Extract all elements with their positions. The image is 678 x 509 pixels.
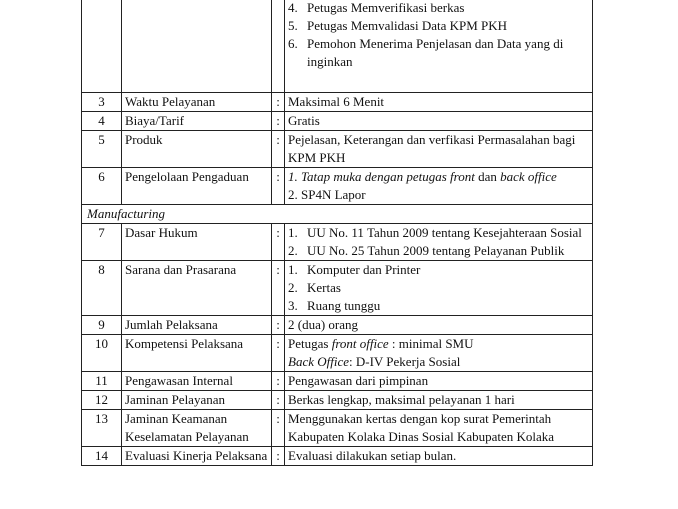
row-value [285,261,593,316]
row-label: Kompetensi Pelaksana [122,335,272,372]
table-row [82,168,593,205]
table-row [82,224,593,261]
complaint-line-2: 2. SP4N Lapor [288,187,366,202]
row-label-cell [122,0,272,93]
list-item: 1. Komputer dan Printer [288,262,421,277]
row-value: Pengawasan dari pimpinan [285,372,593,391]
row-label: Jaminan Pelayanan [122,391,272,410]
table-row [82,447,593,466]
row-colon: : [272,447,285,466]
legal-basis-list [288,224,589,260]
procedure-list [288,0,589,71]
service-standard-table [81,0,593,466]
row-colon: : [272,93,285,112]
table-row [82,316,593,335]
row-value: Gratis [285,112,593,131]
row-value: Menggunakan kertas dengan kop surat Pemerintah Kabupaten Kolaka Dinas Sosial Kabupaten Kolaka [285,410,593,447]
row-number: 14 [82,447,122,466]
row-colon: : [272,410,285,447]
table-row [82,335,593,372]
row-label: Evaluasi Kinerja Pelaksana [122,447,272,466]
row-value [285,224,593,261]
table-row [82,261,593,316]
row-colon: : [272,224,285,261]
row-colon: : [272,372,285,391]
row-number-cell [82,0,122,93]
list-item: 6. Pemohon Menerima Penjelasan dan Data yang di inginkan [288,36,564,69]
section-row [82,205,593,224]
table-row [82,372,593,391]
list-item: 5. Petugas Memvalidasi Data KPM PKH [288,18,508,33]
row-number: 9 [82,316,122,335]
complaint-line-1: 1. Tatap muka dengan petugas front dan back office [288,169,557,184]
table-row [82,93,593,112]
row-colon: : [272,261,285,316]
row-value: 2 (dua) orang [285,316,593,335]
competence-line-1: Petugas front office : minimal SMU [288,336,474,351]
section-heading: Manufacturing [82,205,593,224]
table-row [82,131,593,168]
row-label: Jaminan Keamanan Keselamatan Pelayanan [122,410,272,447]
row-value: Berkas lengkap, maksimal pelayanan 1 hari [285,391,593,410]
row-number: 6 [82,168,122,205]
row-value [285,168,593,205]
row-number: 3 [82,93,122,112]
row-number: 11 [82,372,122,391]
row-value: Maksimal 6 Menit [285,93,593,112]
row-colon: : [272,131,285,168]
table-row [82,410,593,447]
row-value-cell [285,0,593,93]
row-number: 5 [82,131,122,168]
list-item: 1. UU No. 11 Tahun 2009 tentang Kesejahteraan Sosial [288,225,582,240]
list-item: 2. Kertas [288,280,341,295]
row-number: 4 [82,112,122,131]
competence-line-2: Back Office: D-IV Pekerja Sosial [288,354,461,369]
table-row [82,112,593,131]
row-colon-cell [272,0,285,93]
row-number: 10 [82,335,122,372]
row-colon: : [272,335,285,372]
row-colon: : [272,391,285,410]
row-label: Jumlah Pelaksana [122,316,272,335]
list-item: 2. UU No. 25 Tahun 2009 tentang Pelayanan Publik [288,243,565,258]
row-number: 7 [82,224,122,261]
facilities-list [288,261,589,315]
row-number: 8 [82,261,122,316]
row-label: Waktu Pelayanan [122,93,272,112]
row-label: Pengelolaan Pengaduan [122,168,272,205]
row-label: Pengawasan Internal [122,372,272,391]
row-number: 12 [82,391,122,410]
table-row [82,0,593,93]
row-colon: : [272,112,285,131]
table-row [82,391,593,410]
row-label: Dasar Hukum [122,224,272,261]
row-label: Sarana dan Prasarana [122,261,272,316]
list-item: 3. Ruang tunggu [288,298,381,313]
row-label: Produk [122,131,272,168]
list-item: 4. Petugas Memverifikasi berkas [288,0,465,15]
row-number: 13 [82,410,122,447]
row-value: Pejelasan, Keterangan dan verfikasi Permasalahan bagi KPM PKH [285,131,593,168]
row-colon: : [272,316,285,335]
row-colon: : [272,168,285,205]
row-label: Biaya/Tarif [122,112,272,131]
row-value [285,335,593,372]
row-value: Evaluasi dilakukan setiap bulan. [285,447,593,466]
